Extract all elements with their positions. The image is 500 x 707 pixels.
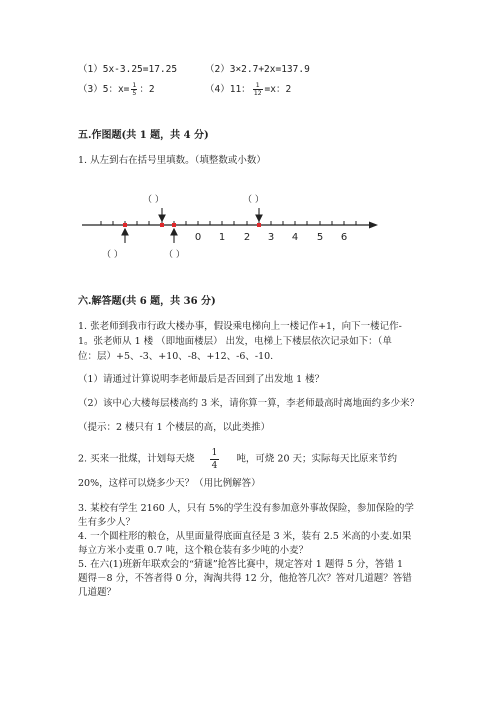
equation-3 bbox=[78, 81, 155, 97]
number-line-figure bbox=[0, 188, 500, 278]
answer-paren-top-1: （ ） bbox=[143, 195, 164, 205]
fraction-denominator: 4 bbox=[211, 461, 218, 471]
tick-label-1: 1 bbox=[218, 232, 226, 243]
equation-4 bbox=[205, 81, 291, 97]
up-arrow-2-head bbox=[171, 229, 177, 235]
question-3-line-2: 生有多少人？ bbox=[78, 517, 136, 528]
question-5-line-2: 题得－8 分，不答者得 0 分，淘淘共得 12 分，他抢答几次？答对几道题？答错 bbox=[78, 573, 412, 584]
equation-text: 3×2.7+2x=137.9 bbox=[229, 64, 310, 75]
question-1-sub-2: （2）该中心大楼每层楼高约 3 米，请你算一算，李老师最高时离地面约多少米？ bbox=[78, 398, 420, 409]
question-1-line-3: 位：层）+5、-3、+10、-8、+12、-6、-10. bbox=[78, 351, 274, 362]
tick-label-3: 3 bbox=[267, 232, 275, 243]
fraction-denominator: 5 bbox=[132, 89, 137, 97]
answer-paren-bottom-1: （ ） bbox=[102, 250, 123, 260]
answer-paren-top-2: （ ） bbox=[243, 195, 264, 205]
axis-arrowhead bbox=[369, 222, 378, 229]
down-arrow-2-head bbox=[256, 215, 262, 221]
equation-pre: 5：x= bbox=[102, 84, 130, 95]
section-5-question-1: 1. 从左到右在括号里填数。（填整数或小数） bbox=[78, 155, 266, 166]
equation-1 bbox=[78, 61, 177, 75]
equation-label: （1） bbox=[78, 64, 103, 75]
answer-paren-bottom-2: （ ） bbox=[164, 250, 185, 260]
question-1-line-2: 1。张老师从 1 楼 （即地面楼层） 出发，电梯上下楼层依次记录如下：（单 bbox=[78, 336, 392, 347]
down-arrow-1-head bbox=[159, 215, 165, 221]
fraction bbox=[253, 82, 263, 97]
question-3-line-1: 3. 某校有学生 2160 人，只有 5%的学生没有参加意外事故保险，参加保险的学 bbox=[78, 503, 414, 514]
equation-post: =x：2 bbox=[264, 84, 292, 95]
fraction-numerator: 1 bbox=[132, 81, 137, 89]
equation-label: （2） bbox=[205, 64, 230, 75]
equation-label: （3） bbox=[78, 84, 103, 95]
tick-label-4: 4 bbox=[291, 232, 299, 243]
tick-marks bbox=[101, 221, 356, 225]
equation-post: ：2 bbox=[139, 84, 155, 95]
tick-label-6: 6 bbox=[340, 232, 348, 243]
question-2-pre: 2. 买来一批煤，计划每天烧 bbox=[78, 453, 195, 465]
question-1-sub-1: （1）请通过计算说明李老师最后是否回到了出发地 1 楼？ bbox=[78, 374, 325, 385]
section-5-title: 五.作图题(共 1 题，共 4 分) bbox=[78, 130, 209, 141]
question-2-line-2: 20%，这样可以烧多少天？（用比例解答） bbox=[78, 478, 261, 489]
equation-label: （4） bbox=[205, 84, 230, 95]
equation-text: 5x-3.25=17.25 bbox=[102, 64, 178, 75]
question-1-line-1: 1. 张老师到我市行政大楼办事，假设乘电梯向上一楼记作+1，向下一楼记作- bbox=[78, 321, 402, 332]
question-4-line-2: 每立方米小麦重 0.7 吨，这个粮仓装有多少吨的小麦？ bbox=[78, 545, 309, 556]
fraction-denominator: 12 bbox=[253, 89, 262, 97]
tick-label-5: 5 bbox=[316, 232, 324, 243]
tick-label-0: 0 bbox=[194, 232, 202, 243]
question-2-post: 吨，可烧 20 天；实际每天比原来节约 bbox=[236, 453, 398, 465]
section-6-title: 六.解答题(共 6 题，共 36 分) bbox=[78, 296, 216, 307]
question-1-hint: （提示：2 楼只有 1 个楼层的高，以此类推） bbox=[78, 422, 271, 433]
question-2-line-1 bbox=[78, 447, 397, 472]
tick-label-2: 2 bbox=[243, 232, 251, 243]
question-2-fraction bbox=[210, 447, 220, 472]
fraction-numerator: 1 bbox=[253, 82, 263, 90]
equation-pre: 11： bbox=[229, 84, 251, 95]
fraction-numerator: 1 bbox=[211, 448, 218, 458]
fraction bbox=[131, 82, 137, 97]
question-5-line-1: 5. 在六(1)班新年联欢会的“猜谜”抢答比赛中，规定答对 1 题得 5 分，答错 1 bbox=[78, 559, 403, 570]
question-5-line-3: 几道题？ bbox=[78, 587, 117, 598]
question-4-line-1: 4. 一个圆柱形的粮仓，从里面量得底面直径是 3 米，装有 2.5 米高的小麦.如果 bbox=[78, 531, 412, 542]
up-arrow-1-head bbox=[122, 229, 128, 235]
equation-2 bbox=[205, 61, 310, 75]
